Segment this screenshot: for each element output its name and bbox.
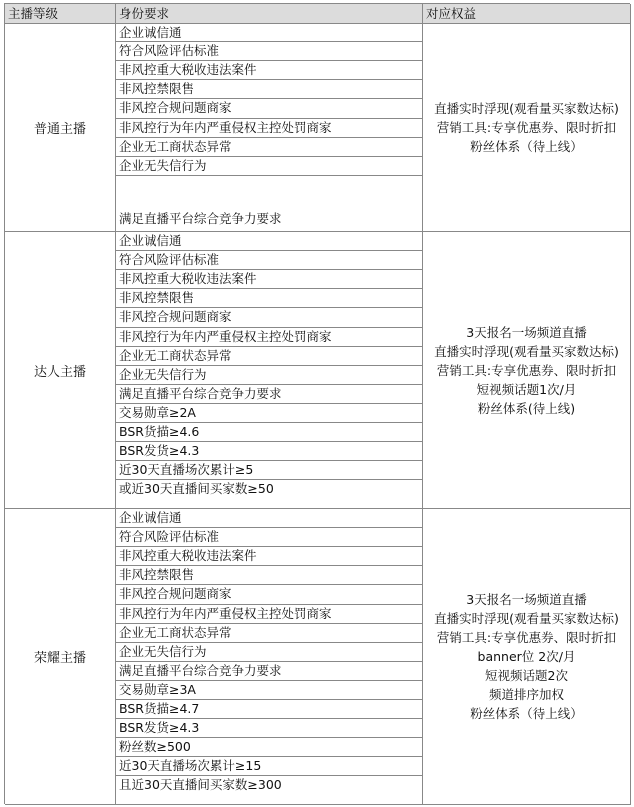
requirement-item: 交易勋章≥3A	[116, 681, 423, 700]
tier-level-label: 普通主播	[5, 24, 116, 232]
requirement-item: 满足直播平台综合竞争力要求	[116, 662, 423, 681]
requirement-item: BSR发货≥4.3	[116, 442, 423, 461]
requirement-item: 且近30天直播间买家数≥300	[116, 776, 423, 805]
benefit-line: 3天报名一场频道直播	[466, 324, 587, 340]
requirement-item: 非风控行为年内严重侵权主控处罚商家	[116, 328, 423, 347]
benefit-line: 频道排序加权	[488, 687, 564, 702]
benefit-line: 直播实时浮现(观看量买家数达标)	[434, 343, 619, 359]
header-requirements: 身份要求	[116, 4, 423, 24]
tier-level-label: 达人主播	[5, 232, 116, 509]
requirement-item: 企业诚信通	[116, 509, 423, 528]
requirement-item: 非风控禁限售	[116, 289, 423, 308]
requirement-item: 满足直播平台综合竞争力要求	[116, 176, 423, 232]
benefit-line: banner位 2次/月	[477, 649, 576, 664]
benefits-cell	[423, 509, 631, 805]
benefit-line: 粉丝体系（待上线）	[470, 706, 583, 721]
requirement-item: 非风控重大税收违法案件	[116, 270, 423, 289]
benefit-line: 粉丝体系(待上线)	[477, 400, 576, 416]
benefit-line: 直播实时浮现(观看量买家数达标)	[434, 101, 619, 116]
requirement-item: 或近30天直播间买家数≥50	[116, 480, 423, 509]
requirement-item: 非风控合规问题商家	[116, 585, 423, 605]
tier-level-label: 荣耀主播	[5, 509, 116, 805]
benefit-line: 短视频话题2次	[485, 668, 568, 683]
requirement-item: 交易勋章≥2A	[116, 404, 423, 423]
requirement-item: 企业无失信行为	[116, 157, 423, 176]
requirement-item: BSR货描≥4.6	[116, 423, 423, 442]
requirement-item: 非风控禁限售	[116, 80, 423, 99]
benefit-line: 粉丝体系（待上线）	[470, 139, 583, 154]
requirement-item: 企业无工商状态异常	[116, 624, 423, 643]
benefits-cell	[423, 24, 631, 232]
benefit-line: 营销工具:专享优惠券、限时折扣	[436, 120, 617, 135]
requirement-item: 非风控重大税收违法案件	[116, 61, 423, 80]
benefit-line: 直播实时浮现(观看量买家数达标)	[434, 611, 619, 626]
header-benefits: 对应权益	[423, 4, 631, 24]
requirement-item: 非风控行为年内严重侵权主控处罚商家	[116, 119, 423, 138]
requirement-item: 企业无工商状态异常	[116, 138, 423, 157]
requirement-item: 非风控禁限售	[116, 566, 423, 585]
benefits-cell	[423, 232, 631, 509]
benefit-line: 营销工具:专享优惠券、限时折扣	[436, 630, 617, 645]
benefit-line: 营销工具:专享优惠券、限时折扣	[436, 362, 617, 378]
requirement-item: 满足直播平台综合竞争力要求	[116, 385, 423, 404]
requirement-item: 企业无失信行为	[116, 643, 423, 662]
requirement-item: 符合风险评估标准	[116, 528, 423, 547]
benefit-line: 短视频话题1次/月	[476, 381, 577, 397]
requirement-item: 符合风险评估标准	[116, 251, 423, 270]
requirement-item: 非风控合规问题商家	[116, 99, 423, 119]
header-level: 主播等级	[5, 4, 116, 24]
requirement-item: 企业无工商状态异常	[116, 347, 423, 366]
requirement-item: 企业无失信行为	[116, 366, 423, 385]
requirement-item: BSR货描≥4.7	[116, 700, 423, 719]
requirement-item: 近30天直播场次累计≥5	[116, 461, 423, 480]
requirement-item: 企业诚信通	[116, 232, 423, 251]
requirement-item: 符合风险评估标准	[116, 42, 423, 61]
requirement-item: 非风控重大税收违法案件	[116, 547, 423, 566]
requirement-item: 非风控行为年内严重侵权主控处罚商家	[116, 605, 423, 624]
requirement-item: 非风控合规问题商家	[116, 308, 423, 328]
requirement-item: 企业诚信通	[116, 24, 423, 42]
requirement-item: BSR发货≥4.3	[116, 719, 423, 738]
requirement-item: 粉丝数≥500	[116, 738, 423, 757]
anchor-level-table	[4, 3, 630, 804]
requirement-item: 近30天直播场次累计≥15	[116, 757, 423, 776]
benefit-line: 3天报名一场频道直播	[466, 592, 587, 607]
